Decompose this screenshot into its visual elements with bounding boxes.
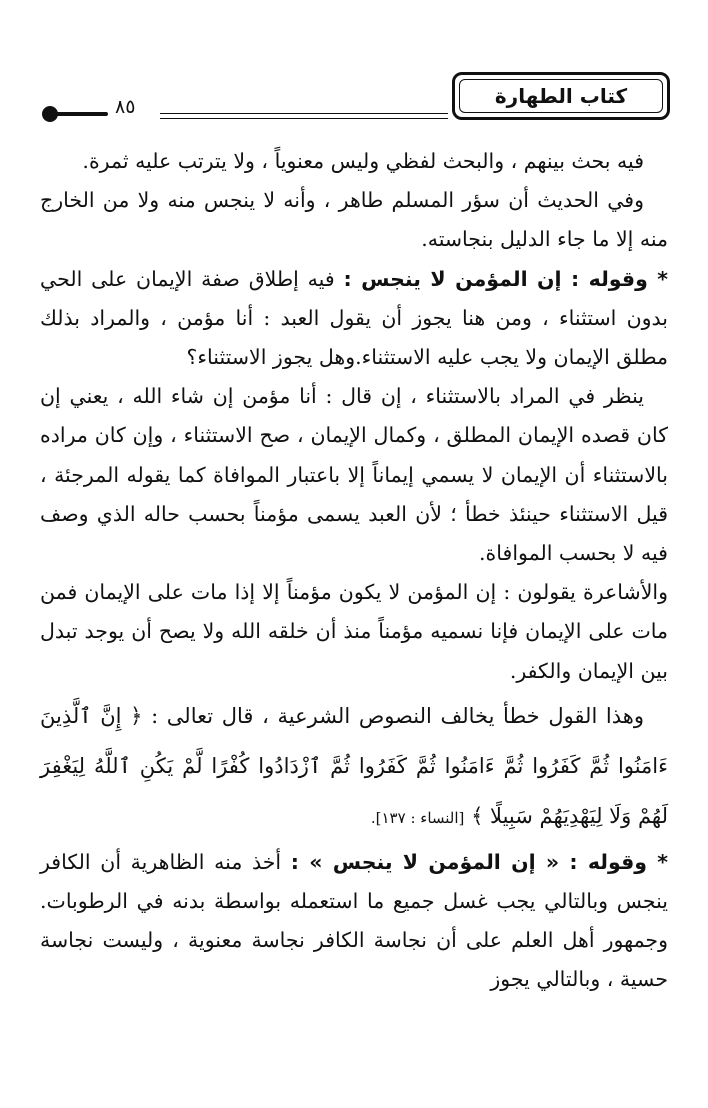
- header-rule: [160, 113, 448, 114]
- paragraph-5: والأشاعرة يقولون : إن المؤمن لا يكون مؤمناً إلا إذا مات على الإيمان فمن مات على الإيمان فإنا نسميه مؤمناً منذ أن خلقه الله ولا يصح أن يوجد تبدل بين الإيمان والكفر.: [40, 580, 668, 683]
- page-number: ٨٥: [115, 96, 136, 118]
- ornament-dot: [42, 106, 58, 122]
- paragraph-1: فيه بحث بينهم ، والبحث لفظي وليس معنوياً ، ولا يترتب عليه ثمرة.: [82, 149, 644, 173]
- paragraph-3: * وقوله : إن المؤمن لا ينجس : فيه إطلاق صفة الإيمان على الحي بدون استثناء ، ومن هنا يجوز أن يقول العبد : أنا مؤمن ، والمراد بذلك مطلق الإيمان ولا يجب عليه الاستثناء.وهل يجوز الاستثناء؟: [40, 266, 668, 370]
- verse-reference: [النساء : ١٣٧].: [370, 808, 465, 827]
- paragraph-7: * وقوله : « إن المؤمن لا ينجس » : أخذ منه الظاهرية أن الكافر ينجس وبالتالي يجب غسل جميع ما استعمله بواسطة بدنه في الرطوبات. وجمهور أهل العلم على أن نجاسة الكافر نجاسة معنوية ، وليست نجاسة حسية ، وبالتالي يجوز: [40, 849, 668, 992]
- chapter-title: كتاب الطهارة: [494, 84, 628, 108]
- page-header: [40, 70, 670, 130]
- paragraph-2: وفي الحديث أن سؤر المسلم طاهر ، وأنه لا ينجس منه ولا من الخارج منه إلا ما جاء الدليل بنجاسته.: [40, 188, 668, 252]
- paragraph-lead: * وقوله : « إن المؤمن لا ينجس » :: [290, 849, 668, 874]
- paragraph-4: ينظر في المراد بالاستثناء ، إن قال : أنا مؤمن إن شاء الله ، يعني إن كان قصده الإيمان المطلق ، وكمال الإيمان ، صح الاستثناء ، وإن كان مراده بالاستثناء أن الإيمان لا يسمي إيماناً إلا باعتبار الموافاة كما يقوله المرجئة ، قيل الاستثناء حينئذ خطأ ؛ لأن العبد يسمى مؤمناً بحسب حاله الذي وصف فيه لا بحسب الموافاة.: [40, 384, 668, 566]
- paragraph-6: وهذا القول خطأ يخالف النصوص الشرعية ، قال تعالى : ﴿ إِنَّ ٱلَّذِينَ ءَامَنُوا ثُمَّ كَفَرُوا ثُمَّ ءَامَنُوا ثُمَّ كَفَرُوا ثُمَّ ٱزْدَادُوا كُفْرًا لَّمْ يَكُنِ ٱللَّهُ لِيَغْفِرَ لَهُمْ وَلَا لِيَهْدِيَهُمْ سَبِيلًا ﴾ [النساء : ١٣٧].: [40, 703, 668, 828]
- chapter-title-frame: [452, 72, 670, 120]
- paragraph-lead: * وقوله : إن المؤمن لا ينجس :: [343, 266, 668, 291]
- page-body: [40, 142, 668, 1000]
- header-rule-secondary: [160, 118, 448, 119]
- quran-verse: ﴿ إِنَّ ٱلَّذِينَ ءَامَنُوا ثُمَّ كَفَرُوا ثُمَّ ءَامَنُوا ثُمَّ كَفَرُوا ثُمَّ ٱزْدَادُوا كُفْرًا لَّمْ يَكُنِ ٱللَّهُ لِيَغْفِرَ لَهُمْ وَلَا لِيَهْدِيَهُمْ سَبِيلًا ﴾: [40, 703, 668, 828]
